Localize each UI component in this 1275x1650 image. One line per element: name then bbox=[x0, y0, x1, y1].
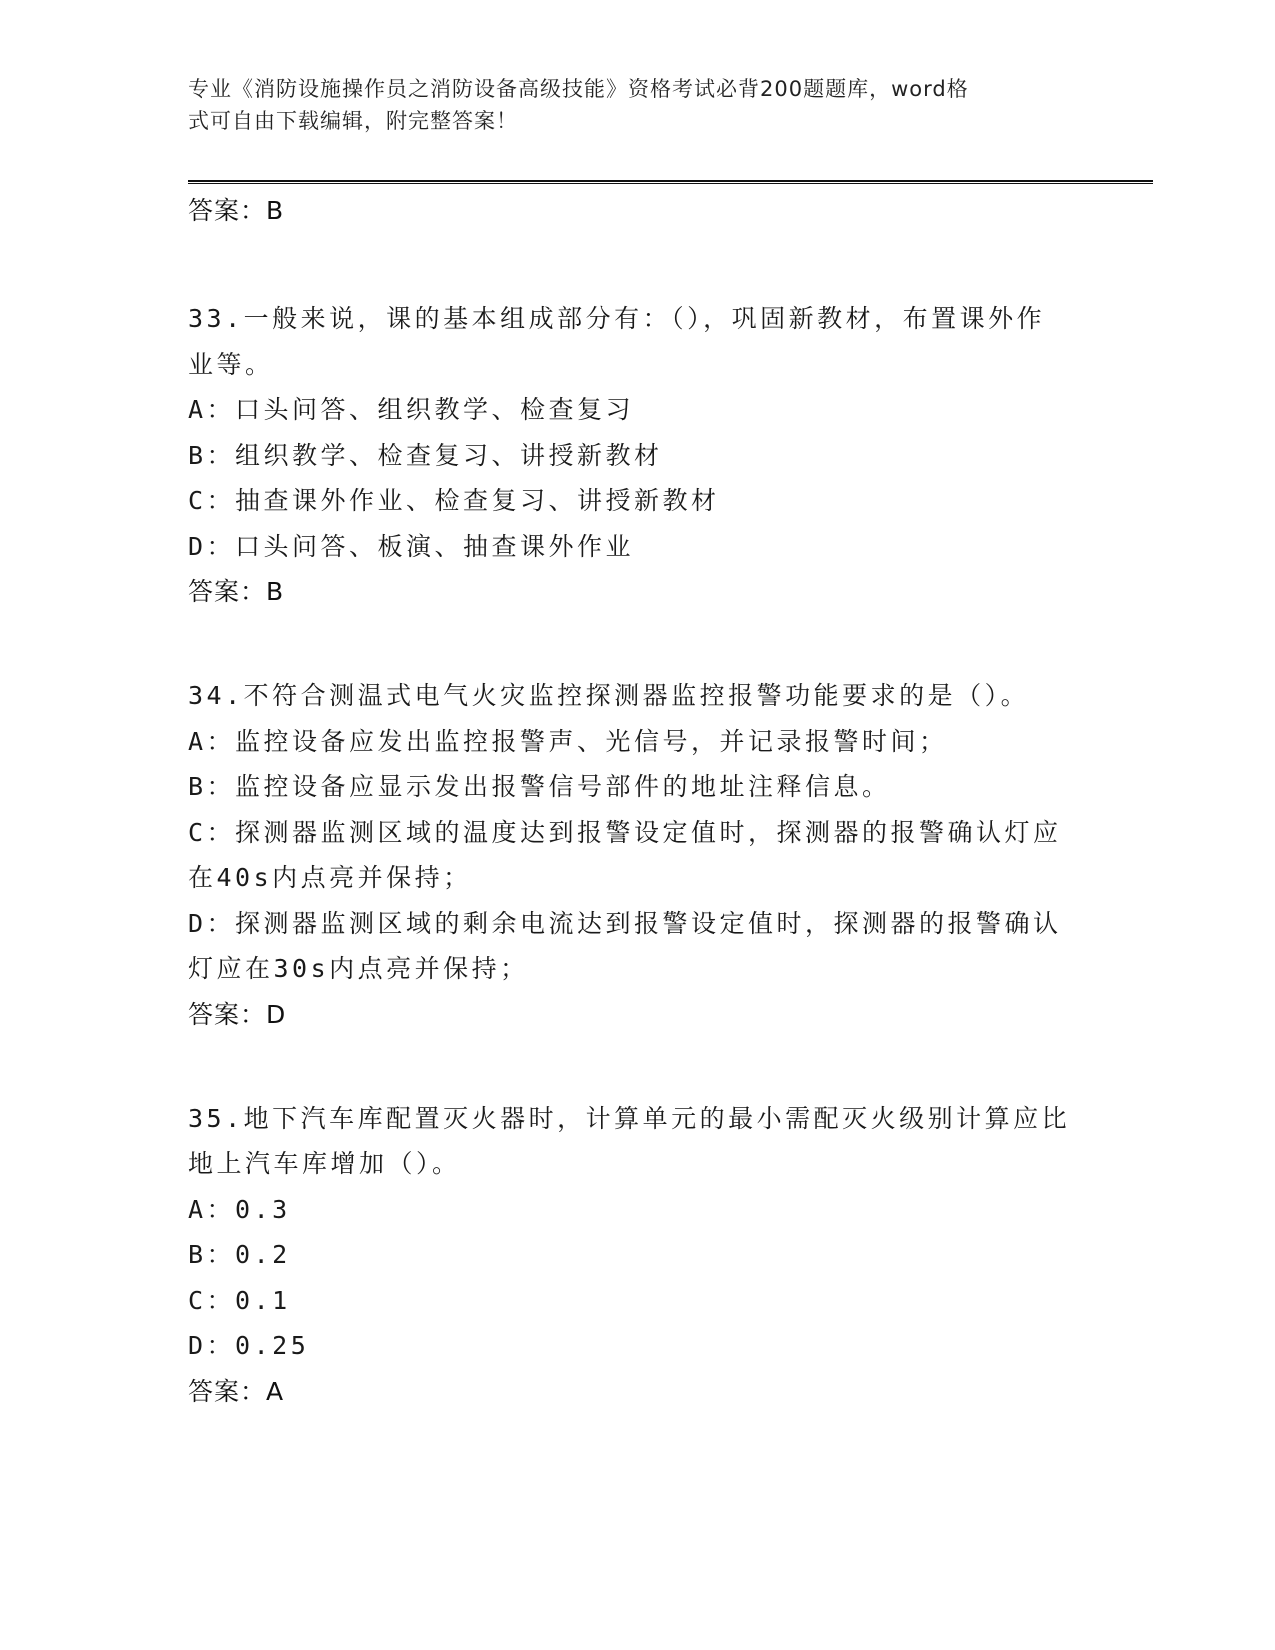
question-34 bbox=[188, 673, 1088, 1038]
header-line-1: 专业《消防设施操作员之消防设备高级技能》资格考试必背200题题库，word格 bbox=[188, 77, 969, 101]
option-c: C：探测器监测区域的温度达到报警设定值时，探测器的报警确认灯应 bbox=[188, 817, 1062, 847]
option-b: B：0.2 bbox=[188, 1240, 291, 1269]
option-c: C：抽查课外作业、检查复习、讲授新教材 bbox=[188, 486, 720, 515]
option-a: A：口头问答、组织教学、检查复习 bbox=[188, 395, 635, 424]
option-c-continued: 在40s内点亮并保持； bbox=[188, 863, 472, 892]
previous-answer: 答案：B bbox=[188, 196, 285, 225]
spacer bbox=[188, 615, 1088, 673]
option-d-continued: 灯应在30s内点亮并保持； bbox=[188, 954, 529, 983]
option-b: B：组织教学、检查复习、讲授新教材 bbox=[188, 440, 663, 470]
question-33 bbox=[188, 296, 1088, 615]
page-header bbox=[188, 73, 1068, 137]
answer: 答案：D bbox=[188, 999, 287, 1029]
option-a: A：监控设备应发出监控报警声、光信号，并记录报警时间； bbox=[188, 726, 948, 756]
question-stem-line: 33.一般来说，课的基本组成部分有：（），巩固新教材，布置课外作 bbox=[188, 304, 1046, 333]
header-line-2: 式可自由下载编辑，附完整答案！ bbox=[188, 109, 518, 133]
document-body bbox=[188, 188, 1088, 1415]
option-d: D：0.25 bbox=[188, 1331, 310, 1360]
option-c: C：0.1 bbox=[188, 1285, 291, 1315]
question-35 bbox=[188, 1096, 1088, 1415]
question-stem-line: 业等。 bbox=[188, 349, 274, 379]
option-d: D：探测器监测区域的剩余电流达到报警设定值时，探测器的报警确认 bbox=[188, 908, 1062, 938]
question-stem-line: 地上汽车库增加（）。 bbox=[188, 1149, 461, 1178]
spacer bbox=[188, 234, 1088, 296]
question-stem-line: 35.地下汽车库配置灭火器时，计算单元的最小需配灭火级别计算应比 bbox=[188, 1103, 1071, 1133]
answer: 答案：A bbox=[188, 1376, 285, 1406]
answer: 答案：B bbox=[188, 577, 285, 606]
option-d: D：口头问答、板演、抽查课外作业 bbox=[188, 531, 635, 561]
question-stem-line: 34.不符合测温式电气火灾监控探测器监控报警功能要求的是（）。 bbox=[188, 681, 1030, 710]
header-divider bbox=[188, 180, 1153, 184]
option-a: A：0.3 bbox=[188, 1194, 291, 1224]
spacer bbox=[188, 1038, 1088, 1096]
option-b: B：监控设备应显示发出报警信号部件的地址注释信息。 bbox=[188, 772, 891, 801]
